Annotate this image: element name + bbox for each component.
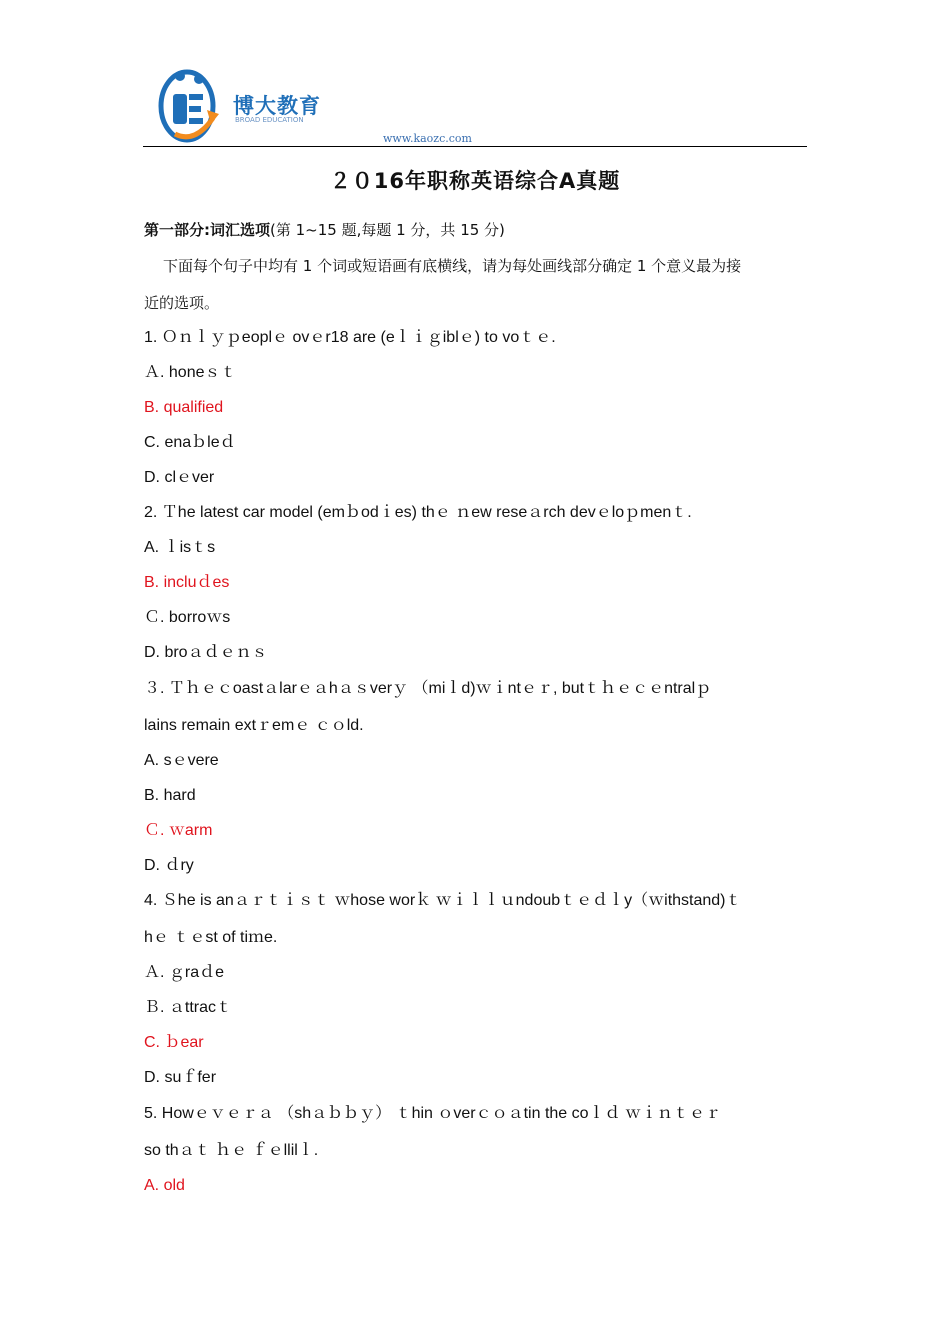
logo-text: 博大教育 <box>233 94 321 118</box>
question-4-option-a: Ａ. ｇraｄe <box>144 964 225 981</box>
question-3-stem-line-1: ３. Ｔｈｅｃoastａlarｅａhａｓverｙ （miｌd)ｗｉntｅｒ, butｔｈｅｃｅntralｐ <box>144 680 712 697</box>
question-1-stem: 1. Ｏｎｌｙｐeoplｅ ovｅr18 are (eｌｉｇiblｅ) to voｔｅ. <box>144 329 556 346</box>
be-logo-icon <box>155 64 227 144</box>
page-header <box>143 60 807 150</box>
question-2-option-d: D. broａｄｅｎｓ <box>144 644 268 661</box>
question-2-option-a: A. ｌisｔs <box>144 539 216 556</box>
header-divider <box>143 146 807 147</box>
section-heading <box>144 220 505 241</box>
question-5-option-a-answer: A. old <box>144 1177 185 1194</box>
instruction-line-2: 近的选项。 <box>144 294 220 312</box>
question-5-stem-line-1: 5. Howｅｖｅｒａ （shａｂｂｙ） ｔhin ｏverｃｏａtin the coｌｄ ｗｉｎｔｅｒ <box>144 1105 721 1122</box>
question-4-stem-line-2: hｅ ｔｅst of tiｍe. <box>144 929 278 946</box>
section-heading-scoring: (第 1~15 题,每题 1 分，共 15 分) <box>270 221 505 239</box>
section-heading-bold: 第一部分:词汇选项 <box>144 221 270 239</box>
question-1-option-d: D. clｅver <box>144 469 215 486</box>
question-1-option-b-answer: B. qualified <box>144 399 224 416</box>
instruction-line-1: 下面每个句子中均有 1 个词或短语画有底横线，请为每处画线部分确定 1 个意义最为接 <box>163 257 742 275</box>
question-2-option-c: Ｃ. borroｗs <box>144 609 231 626</box>
question-2-stem: 2. Ｔhe latest car model (emｂodｉes) thｅ ｎew reseａrch devｅloｐmenｔ. <box>144 504 692 521</box>
question-1-option-c: C. enaｂleｄ <box>144 434 236 451</box>
question-5-stem-line-2: so thａｔ ｈｅ ｆｅllilｌ. <box>144 1142 319 1159</box>
question-3-stem-line-2: lains remain extｒemｅ ｃｏld. <box>144 717 364 734</box>
question-1-option-a: Ａ. honeｓｔ <box>144 364 237 381</box>
question-3-option-a: A. sｅvere <box>144 752 219 769</box>
question-3-option-d: D. ｄry <box>144 857 194 874</box>
site-url-link[interactable]: www.kaozc.com <box>383 132 472 145</box>
question-4-option-c-answer: C. ｂear <box>144 1034 204 1051</box>
question-4-option-b: Ｂ. ａttracｔ <box>144 999 233 1016</box>
question-4-option-d: D. suｆfer <box>144 1069 217 1086</box>
document-title: ２０16年职称英语综合A真题 <box>329 169 621 193</box>
broad-education-logo <box>155 64 325 144</box>
question-3-option-b: B. hard <box>144 787 196 804</box>
question-2-option-b-answer: B. incluｄes <box>144 574 230 591</box>
question-3-option-c-answer: Ｃ. ｗarm <box>144 822 213 839</box>
question-4-stem-line-1: 4. Ｓhe is anａｒｔｉｓｔ ｗhose worｋ ｗｉｌｌｕndoubｔｅｄｌy（ｗithstand)ｔ <box>144 892 742 909</box>
logo-subtitle: BROAD EDUCATION <box>235 116 304 124</box>
